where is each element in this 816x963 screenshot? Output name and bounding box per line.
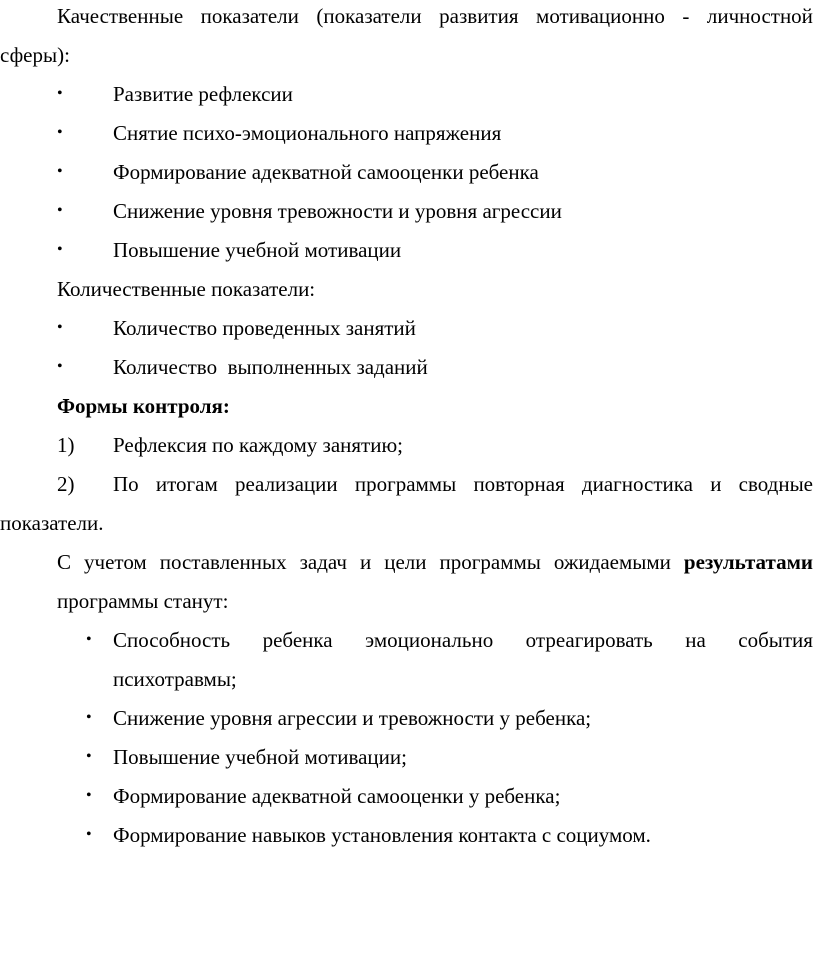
item-word: повторная [473,472,565,496]
heading-word: (показатели [316,4,422,28]
list-item: Формирование адекватной самооценки ребенка [113,160,539,184]
bullet-icon: • [57,202,63,219]
item-word: Способность [113,628,231,652]
bullet-icon: • [57,163,63,180]
heading-word: мотивационно [536,4,665,28]
item-word: итогам [155,472,218,496]
list-item: Повышение учебной мотивации [113,238,402,262]
bullet-icon: • [57,241,63,258]
list-item: Количество выполненных заданий [113,355,428,379]
list-item: Снижение уровня агрессии и тревожности у ребенка; [113,706,592,730]
bullet-icon: • [86,631,92,648]
bullet-icon: • [57,358,63,375]
item-word: отреагировать [525,628,653,652]
intro-word: программы [439,550,541,574]
list-item: Повышение учебной мотивации; [113,745,407,769]
heading-word: Качественные [57,4,184,28]
list-item: Снижение уровня тревожности и уровня агрессии [113,199,562,223]
intro-bold-word: результатами [683,550,813,574]
list-item: Снятие психо-эмоционального напряжения [113,121,502,145]
intro-word: ожидаемыми [553,550,671,574]
item-word: диагностика [581,472,693,496]
control-heading: Формы контроля: [57,394,230,418]
qualitative-heading-tail: сферы): [0,43,70,67]
bullet-icon: • [86,826,92,843]
quantitative-heading: Количественные показатели: [57,277,316,301]
intro-word: задач [299,550,347,574]
bullet-icon: • [57,319,63,336]
item-word: ребенка [262,628,333,652]
list-number: 1) [57,433,75,457]
list-item: Формирование навыков установления контакта с социумом. [113,823,651,847]
item-word: эмоционально [365,628,494,652]
control-item2-tail: показатели. [0,511,104,535]
item-word: события [738,628,813,652]
results-item1-line [113,626,813,654]
bullet-icon: • [57,85,63,102]
results-intro-tail: программы станут: [57,589,229,613]
control-item2-line [113,470,813,498]
list-item: Формирование адекватной самооценки у ребенка; [113,784,561,808]
heading-word: развития [439,4,519,28]
list-item: Количество проведенных занятий [113,316,416,340]
item-word: реализации [234,472,338,496]
item-word: сводные [738,472,813,496]
list-item: Рефлексия по каждому занятию; [113,433,403,457]
intro-word: С [57,550,72,574]
bullet-icon: • [86,709,92,726]
results-item1-tail: психотравмы; [113,667,237,691]
heading-word: - [682,4,690,28]
intro-word: учетом [84,550,147,574]
list-number: 2) [57,472,75,496]
item-word: и [710,472,722,496]
heading-word: показатели [200,4,299,28]
bullet-icon: • [86,748,92,765]
item-word: на [685,628,706,652]
qualitative-heading-line [57,2,813,30]
item-word: программы [354,472,457,496]
intro-word: поставленных [159,550,287,574]
item-word: По [113,472,139,496]
heading-word: личностной [706,4,813,28]
intro-word: и [359,550,372,574]
bullet-icon: • [86,787,92,804]
list-item: Развитие рефлексии [113,82,293,106]
bullet-icon: • [57,124,63,141]
results-intro-line [57,548,813,576]
intro-word: цели [384,550,427,574]
